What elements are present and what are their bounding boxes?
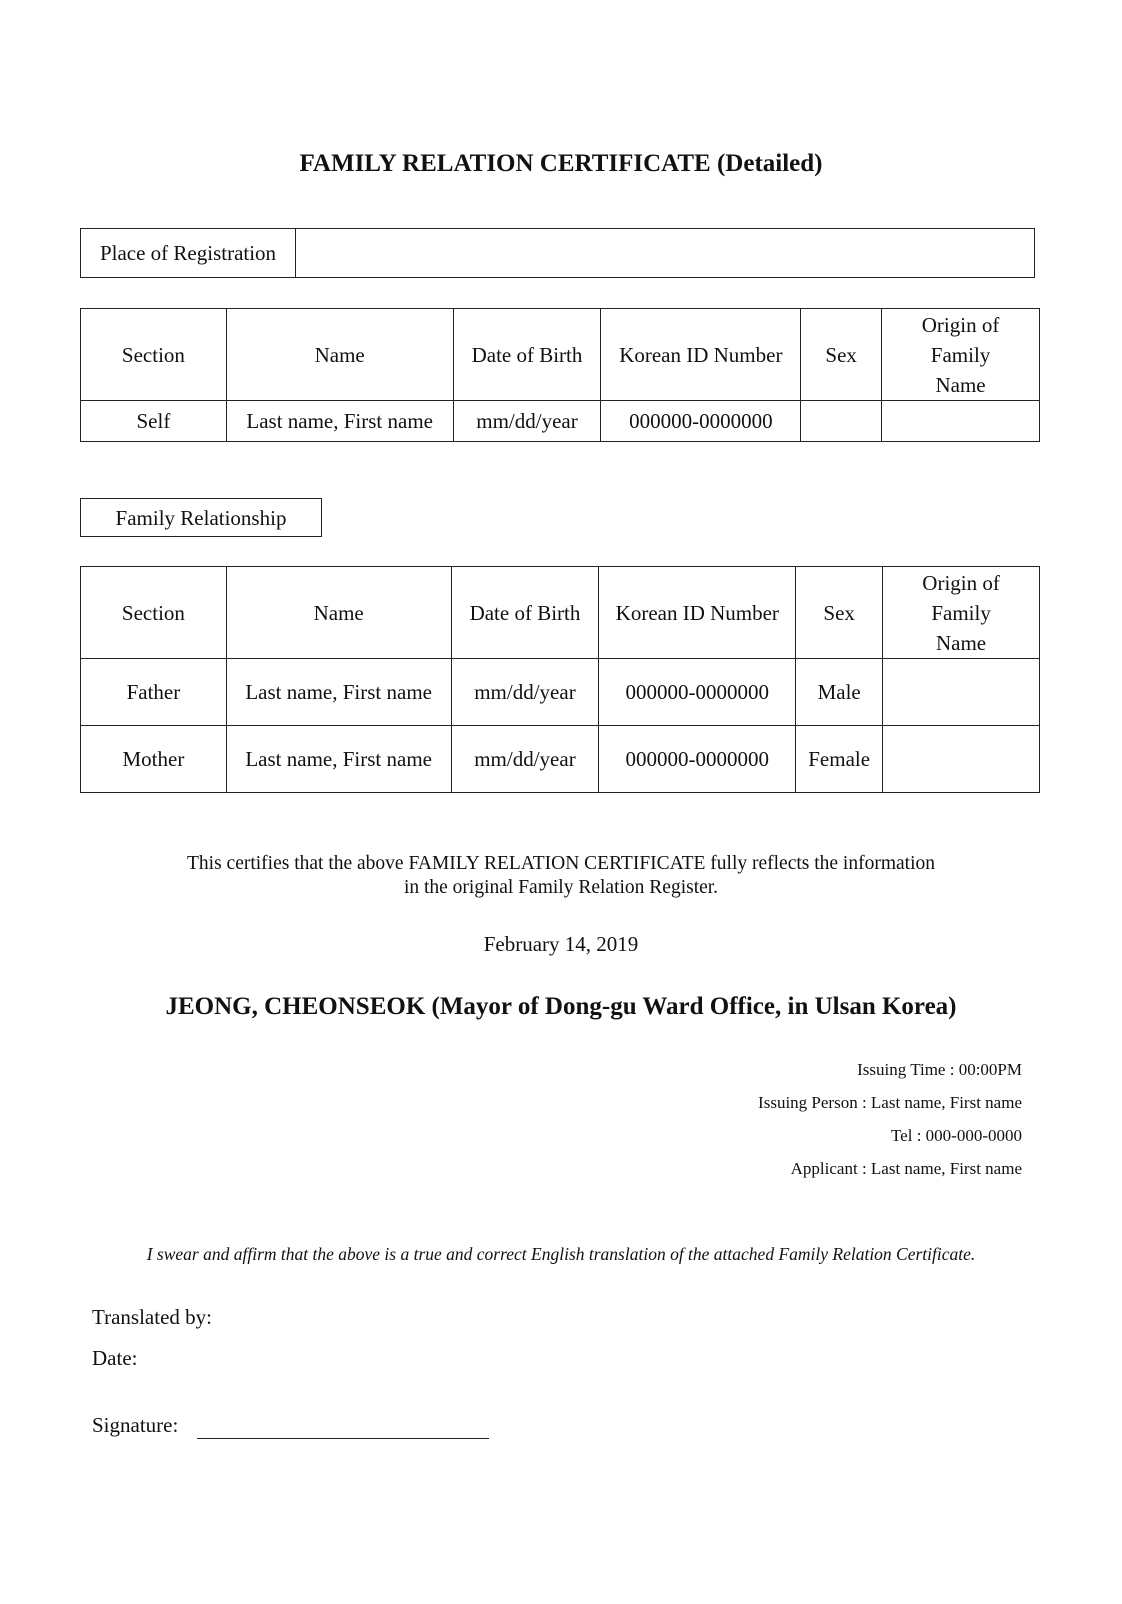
header-dob: Date of Birth — [451, 567, 599, 659]
header-origin-line: Name — [935, 630, 987, 655]
issue-date: February 14, 2019 — [483, 932, 639, 956]
certification-text — [0, 852, 1122, 900]
self-table — [80, 308, 1040, 442]
cell-id: 000000-0000000 — [601, 401, 801, 442]
signature-line — [197, 1438, 489, 1439]
header-name: Name — [226, 309, 453, 401]
mayor-name: JEONG, CHEONSEOK (Mayor of Dong-gu Ward Office, in Ulsan Korea) — [165, 993, 957, 1020]
family-table — [80, 566, 1040, 793]
document-title: FAMILY RELATION CERTIFICATE (Detailed) — [299, 150, 823, 177]
cell-sex: Male — [796, 659, 883, 726]
cell-dob: mm/dd/year — [451, 726, 599, 793]
header-origin-line: Family — [931, 600, 991, 625]
header-origin — [882, 309, 1040, 401]
header-origin — [883, 567, 1040, 659]
header-section: Section — [81, 309, 227, 401]
header-origin-line: Family — [930, 342, 991, 367]
header-section: Section — [81, 567, 227, 659]
family-relationship-label: Family Relationship — [80, 498, 322, 537]
header-origin-line: Name — [935, 372, 986, 397]
cell-origin — [882, 401, 1040, 442]
table-row — [81, 659, 1040, 726]
registration-label: Place of Registration — [81, 229, 296, 278]
table-row — [81, 726, 1040, 793]
signature-label: Signature: — [92, 1413, 179, 1437]
certification-line: in the original Family Relation Register. — [403, 877, 719, 898]
cell-sex — [801, 401, 882, 442]
cell-section: Self — [81, 401, 227, 442]
cell-section: Father — [81, 659, 227, 726]
cell-name: Last name, First name — [226, 659, 451, 726]
issuing-person: Issuing Person : Last name, First name — [758, 1093, 1022, 1112]
header-origin-line: Origin of — [921, 312, 1000, 337]
header-name: Name — [226, 567, 451, 659]
cell-id: 000000-0000000 — [599, 726, 796, 793]
cell-id: 000000-0000000 — [599, 659, 796, 726]
registration-table — [80, 228, 1035, 278]
table-header-row — [81, 567, 1040, 659]
issuing-tel: Tel : 000-000-0000 — [890, 1126, 1022, 1145]
header-origin-line: Origin of — [922, 570, 1000, 595]
registration-value — [296, 229, 1035, 278]
applicant: Applicant : Last name, First name — [790, 1159, 1022, 1178]
header-dob: Date of Birth — [453, 309, 601, 401]
cell-sex: Female — [796, 726, 883, 793]
header-sex: Sex — [796, 567, 883, 659]
issuing-time: Issuing Time : 00:00PM — [857, 1060, 1022, 1079]
table-header-row — [81, 309, 1040, 401]
certification-line: This certifies that the above FAMILY RELATION CERTIFICATE fully reflects the information — [187, 853, 935, 874]
translator-oath: I swear and affirm that the above is a true and correct English translation of the attached Family Relation Certificate. — [146, 1244, 976, 1264]
header-id: Korean ID Number — [599, 567, 796, 659]
date-label: Date: — [92, 1346, 138, 1370]
table-row — [81, 401, 1040, 442]
translated-by-label: Translated by: — [92, 1305, 212, 1329]
cell-section: Mother — [81, 726, 227, 793]
header-id: Korean ID Number — [601, 309, 801, 401]
cell-dob: mm/dd/year — [453, 401, 601, 442]
cell-dob: mm/dd/year — [451, 659, 599, 726]
cell-name: Last name, First name — [226, 401, 453, 442]
cell-origin — [883, 659, 1040, 726]
cell-origin — [883, 726, 1040, 793]
header-sex: Sex — [801, 309, 882, 401]
cell-name: Last name, First name — [226, 726, 451, 793]
